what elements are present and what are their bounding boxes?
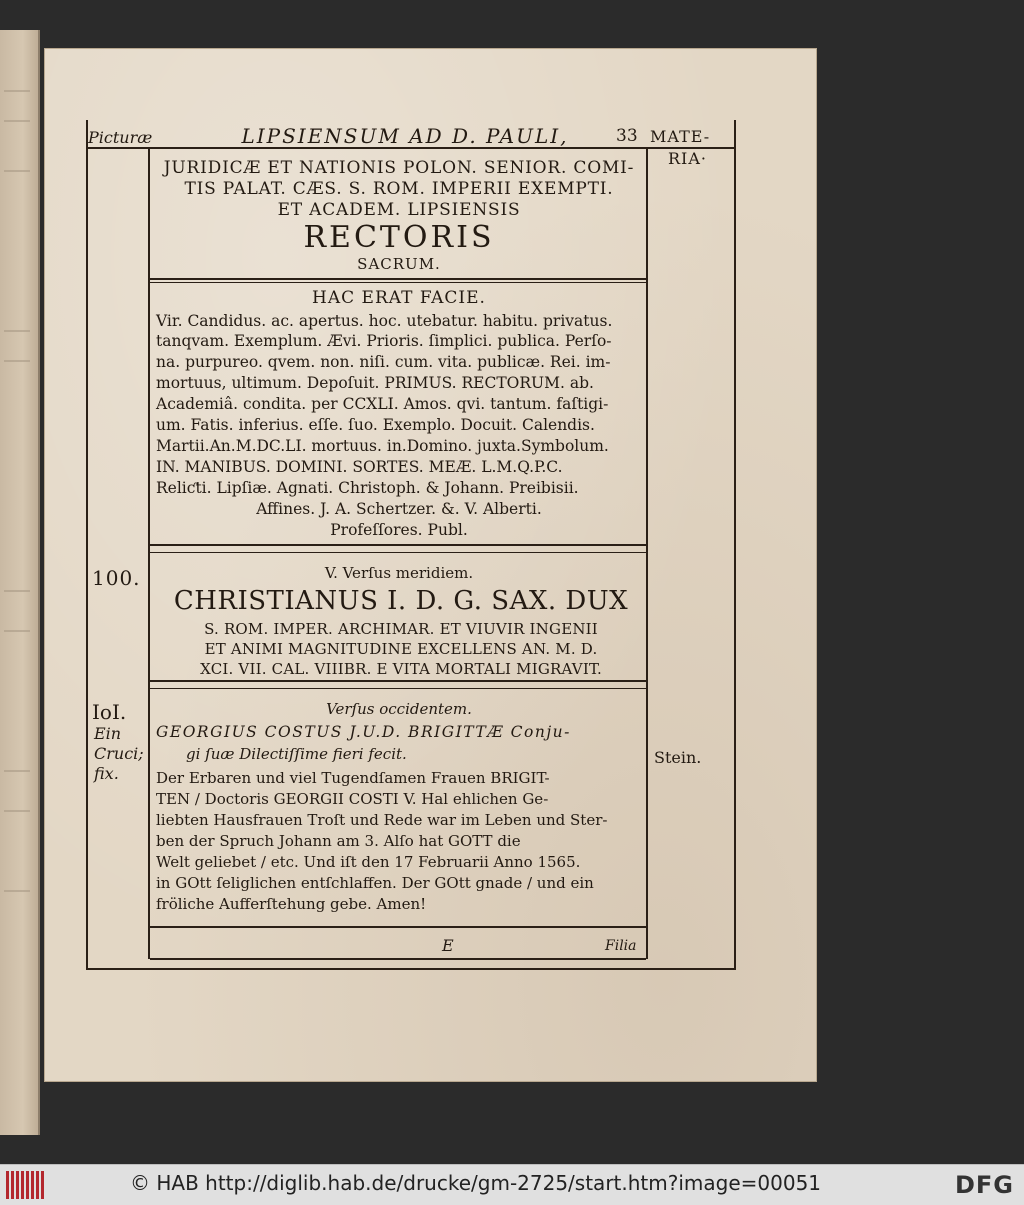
title-sacrum: SACRUM.: [357, 255, 441, 273]
title-line-3: ET ACADEM. LIPSIENSIS: [277, 200, 521, 220]
inscription-line: XCI. VII. CAL. VIIIBR. E VITA MORTALI MIGRAVIT.: [200, 660, 602, 678]
german-line: in GOtt ſeliglichen entſchlaffen. Der GOtt gnade / und ein: [156, 874, 594, 892]
panel-meridiem-heading: [152, 564, 646, 582]
panel-title-block: [152, 158, 646, 273]
panel-divider-2: [150, 544, 646, 546]
inscription-line: Academiâ. condita. per CCXLI. Amos. qvi. tantum. faſtigi-: [156, 395, 609, 413]
christianus-line: CHRISTIANUS I. D. G. SAX. DUX: [173, 586, 629, 616]
german-line: fröliche Aufferſtehung gebe. Amen!: [156, 895, 427, 913]
margin-note-picturae: Picturæ: [88, 128, 153, 147]
margin-note-stein: Stein.: [654, 748, 702, 767]
inscription-line: IN. MANIBUS. DOMINI. SORTES. MEÆ. L.M.Q.P.C.: [156, 458, 563, 476]
margin-note-crucifix-2: Cruci;: [94, 744, 144, 763]
inscription-line: Profeſſores. Publ.: [330, 521, 468, 539]
panel-divider-1b: [150, 282, 646, 283]
versus-occidentem-heading: Verſus occidentem.: [326, 700, 472, 718]
inscription-line: Reliƈti. Lipſiæ. Agnati. Christoph. & Johann. Preibisii.: [156, 479, 579, 497]
latin-dedication-line-1: GEORGIUS COSTUS J.U.D. BRIGITTÆ Conju-: [156, 723, 571, 741]
versus-meridiem-heading: V. Verſus meridiem.: [324, 564, 474, 582]
barcode-icon: [6, 1171, 44, 1199]
copyright-link[interactable]: © HAB http://diglib.hab.de/drucke/gm-2725/start.htm?image=00051: [130, 1171, 822, 1195]
signature-mark: E: [442, 936, 454, 955]
frame-outer-right: [734, 120, 736, 970]
margin-note-materia-line2: RIA·: [668, 149, 708, 168]
margin-number-100: 100.: [92, 566, 141, 590]
inscription-line: Martii.An.M.DC.LI. mortuus. in.Domino. juxta.Symbolum.: [156, 437, 609, 455]
frame-outer-left: [86, 120, 88, 970]
german-line: Der Erbaren und viel Tugendſamen Frauen BRIGIT-: [156, 769, 550, 787]
frame-inner-left: [148, 147, 150, 959]
margin-note-materia: [650, 126, 710, 170]
dfg-logo: DFG: [954, 1171, 1014, 1199]
margin-number-101: IoI.: [92, 700, 127, 724]
inscription-line: Affines. J. A. Schertzer. &. V. Alberti.: [256, 500, 542, 518]
panel-divider-3: [150, 680, 646, 682]
page-number: 33: [616, 126, 638, 146]
panel-divider-3b: [150, 688, 646, 689]
german-line: TEN / Doctoris GEORGII COSTI V. Hal ehlichen Ge-: [156, 790, 549, 808]
panel-hac-erat-heading: [152, 288, 646, 308]
margin-note-materia-line1: MATE-: [650, 127, 711, 146]
german-line: Welt geliebet / etc. Und iſt den 17 Februarii Anno 1565.: [156, 853, 581, 871]
panel-divider-4: [150, 926, 646, 928]
german-line: liebten Hausfrauen Troſt und Rede war im Leben und Ster-: [156, 811, 608, 829]
inscription-line: S. ROM. IMPER. ARCHIMAR. ET VIUVIR INGENII: [204, 620, 598, 638]
frame-inner-bottom-rule: [150, 958, 646, 960]
latin-dedication-line-2: gi ſuæ Dilectiſſime fieri fecit.: [186, 745, 407, 763]
panel-occidentem-heading: [152, 700, 646, 718]
neighbor-page-edge: [0, 30, 40, 1135]
inscription-line: um. Fatis. inferius. eſſe. ſuo. Exemplo. Docuit. Calendis.: [156, 416, 595, 434]
frame-bottom-rule: [86, 968, 736, 970]
hac-erat-facie-heading: HAC ERAT FACIE.: [312, 288, 486, 308]
title-line-2: TIS PALAT. CÆS. S. ROM. IMPERII EXEMPTI.: [184, 179, 614, 199]
margin-note-crucifix-1: Ein: [94, 724, 122, 743]
panel-divider-1: [150, 278, 646, 280]
viewer-footer: [0, 1164, 1024, 1205]
frame-inner-right: [646, 147, 648, 959]
running-head: LIPSIENSUM AD D. PAULI,: [241, 124, 569, 148]
title-rectoris: RECTORIS: [303, 220, 495, 255]
inscription-line: tanqvam. Exemplum. Ævi. Prioris. ſimplici. publica. Perſo-: [156, 332, 612, 350]
inscription-line: mortuus, ultimum. Depoſuit. PRIMUS. RECTORUM. ab.: [156, 374, 594, 392]
panel-divider-2b: [150, 552, 646, 553]
inscription-line: na. purpureo. qvem. non. niſi. cum. vita. publicæ. Rei. im-: [156, 353, 611, 371]
inscription-line: ET ANIMI MAGNITUDINE EXCELLENS AN. M. D.: [204, 640, 598, 658]
german-line: ben der Spruch Johann am 3. Alſo hat GOTT die: [156, 832, 521, 850]
margin-note-crucifix-3: fix.: [94, 764, 119, 783]
inscription-line: Vir. Candidus. ac. apertus. hoc. utebatur. habitu. privatus.: [156, 312, 613, 330]
catchword: Filia: [605, 938, 637, 954]
title-line-1: JURIDICÆ ET NATIONIS POLON. SENIOR. COMI-: [163, 158, 635, 178]
